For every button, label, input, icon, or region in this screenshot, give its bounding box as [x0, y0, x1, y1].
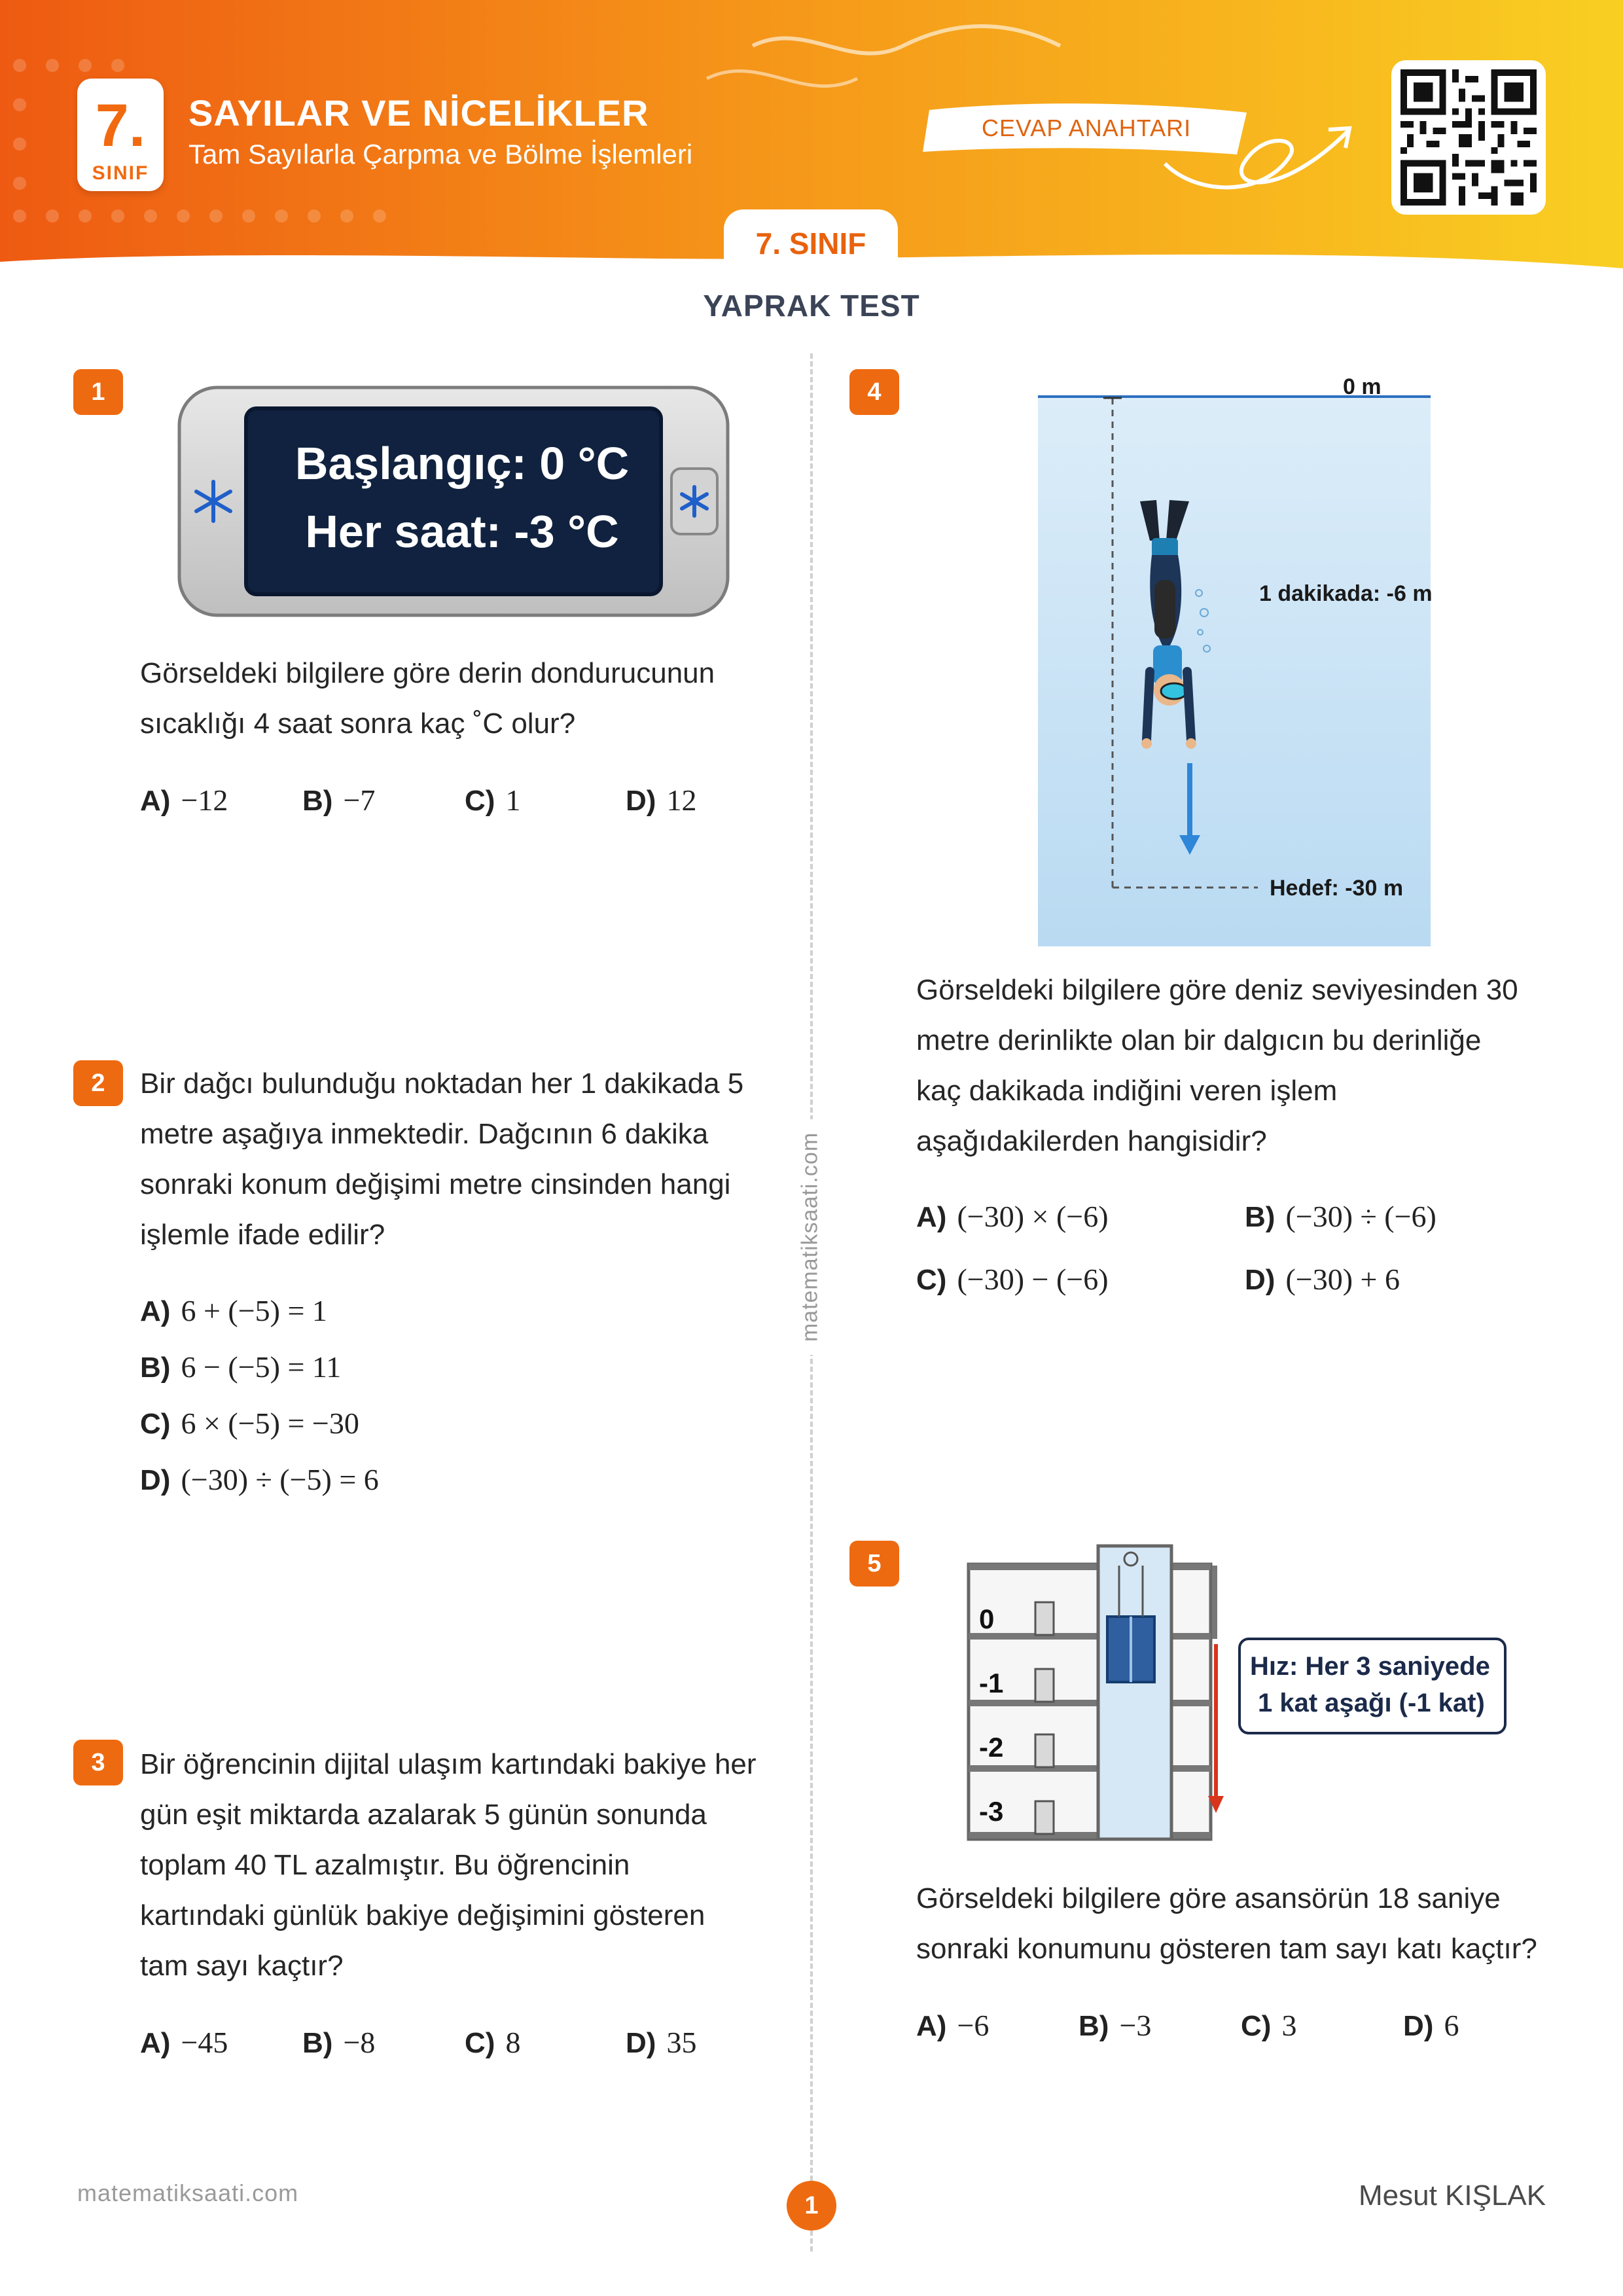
grade-badge — [77, 79, 164, 191]
question-4-option-c[interactable]: C) (−30) − (−6) — [916, 1263, 1109, 1296]
descent-rate-label: 1 dakikada: -6 m — [1259, 581, 1433, 606]
speed-label-line-1: Hız: Her 3 saniyede — [1250, 1652, 1490, 1681]
question-5-text: Görseldeki bilgilere göre asansörün 18 saniye sonraki konumunu gösteren tam sayı katı kaçtır? — [916, 1882, 1537, 1965]
question-3-option-b[interactable]: B) −8 — [302, 2026, 376, 2059]
floor-label-minus-1: -1 — [979, 1668, 1004, 1698]
question-number-1: 1 — [73, 369, 123, 415]
question-2-option-a[interactable]: A) 6 + (−5) = 1 — [140, 1294, 327, 1327]
freezer-start-label: Başlangıç: 0 °C — [294, 438, 630, 489]
question-2-option-d[interactable]: D) (−30) ÷ (−5) = 6 — [140, 1463, 379, 1496]
qr-code-icon[interactable] — [1391, 60, 1546, 215]
target-depth-label: Hedef: -30 m — [1270, 876, 1404, 901]
diver-figure — [1035, 384, 1432, 946]
question-3-text: Bir öğrencinin dijital ulaşım kartındaki bakiye her gün eşit miktarda azalarak 5 günün sonunda toplam 40 TL azalmıştır. Bu öğrencinin kartındaki günlük bakiye değişimini gösteren tam sayı kaçtır? — [140, 1748, 757, 1982]
floor-label-minus-3: -3 — [979, 1796, 1004, 1827]
question-1-option-d[interactable]: D) 12 — [626, 783, 697, 817]
question-number-4: 4 — [849, 369, 899, 415]
footer-site[interactable]: matematiksaati.com — [77, 2179, 299, 2206]
question-number-2: 2 — [73, 1060, 123, 1106]
question-5-option-a[interactable]: A) −6 — [916, 2009, 990, 2042]
unit-subtitle: Tam Sayılarla Çarpma ve Bölme İşlemleri — [188, 139, 693, 170]
question-4-option-b[interactable]: B) (−30) ÷ (−6) — [1245, 1200, 1436, 1233]
question-2-text: Bir dağcı bulunduğu noktadan her 1 dakikada 5 metre aşağıya inmektedir. Dağcının 6 dakika sonraki konum değişimi metre cinsinden hangi işlemle ifade edilir? — [140, 1067, 744, 1251]
question-4-text: Görseldeki bilgilere göre deniz seviyesinden 30 metre derinlikte olan bir dalgıcın bu derinliğe kaç dakikada indiğini veren işlem aşağıdakilerden hangisidir? — [916, 974, 1518, 1157]
question-1-option-c[interactable]: C) 1 — [465, 783, 521, 817]
unit-title: SAYILAR VE NİCELİKLER — [188, 92, 649, 134]
freezer-figure — [175, 384, 732, 619]
question-1-text: Görseldeki bilgilere göre derin dondurucunun sıcaklığı 4 saat sonra kaç ˚C olur? — [140, 657, 715, 740]
question-1-option-a[interactable]: A) −12 — [140, 783, 228, 817]
question-2-option-b[interactable]: B) 6 − (−5) = 11 — [140, 1350, 342, 1384]
question-3-option-d[interactable]: D) 35 — [626, 2026, 697, 2059]
page-number: 1 — [787, 2181, 836, 2231]
freezer-rate-label: Her saat: -3 °C — [305, 506, 619, 557]
answer-key-link[interactable]: CEVAP ANAHTARI — [982, 115, 1192, 141]
question-5-option-c[interactable]: C) 3 — [1241, 2009, 1297, 2042]
sea-level-label: 0 m — [1343, 374, 1382, 399]
question-number-5: 5 — [849, 1541, 899, 1587]
question-3-option-a[interactable]: A) −45 — [140, 2026, 228, 2059]
question-4-option-d[interactable]: D) (−30) + 6 — [1245, 1263, 1400, 1296]
footer-author: Mesut KIŞLAK — [1359, 2179, 1546, 2212]
question-number-3: 3 — [73, 1740, 123, 1785]
question-1-option-b[interactable]: B) −7 — [302, 783, 376, 817]
grade-tab: 7. SINIF — [724, 209, 898, 268]
question-2-option-c[interactable]: C) 6 × (−5) = −30 — [140, 1407, 359, 1440]
question-4-option-a[interactable]: A) (−30) × (−6) — [916, 1200, 1109, 1233]
grade-number: 7. — [95, 92, 146, 159]
floor-label-minus-2: -2 — [979, 1732, 1004, 1763]
grade-label: SINIF — [92, 162, 149, 184]
question-5-option-b[interactable]: B) −3 — [1079, 2009, 1152, 2042]
side-watermark: matematiksaati.com — [798, 1119, 823, 1355]
speed-label-line-2: 1 kat aşağı (-1 kat) — [1258, 1689, 1485, 1717]
floor-label-0: 0 — [979, 1604, 995, 1634]
test-title: YAPRAK TEST — [703, 289, 920, 323]
question-5-option-d[interactable]: D) 6 — [1403, 2009, 1459, 2042]
question-3-option-c[interactable]: C) 8 — [465, 2026, 521, 2059]
